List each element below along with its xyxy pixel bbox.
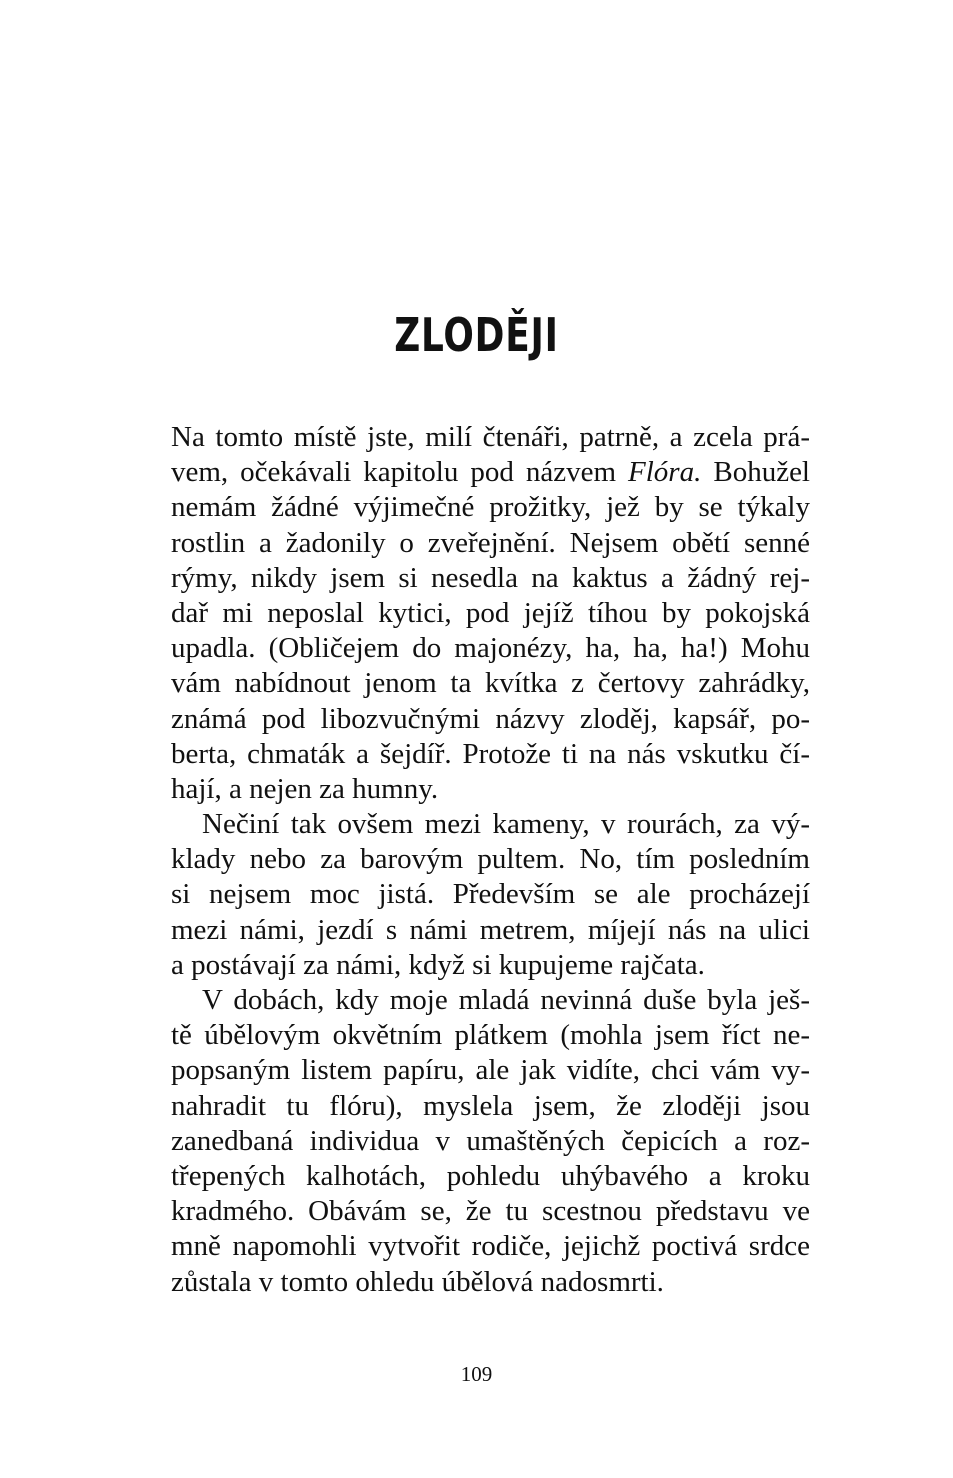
text-line: tě úbělovým okvětním plátkem (mohla jsem říct ne- — [171, 1019, 810, 1052]
text-line: vem, očekávali kapitolu pod názvem Flóra. Bohužel — [171, 456, 810, 489]
text-line: popsaným listem papíru, ale jak vidíte, chci vám vy- — [171, 1054, 810, 1087]
text-line: vám nabídnout jenom ta kvítka z čertovy zahrádky, — [171, 667, 810, 700]
book-title-emphasis: Flóra. — [628, 456, 702, 489]
text-line: nahradit tu flóru), myslela jsem, že zloději jsou — [171, 1089, 810, 1122]
text-line: mně napomohli vytvořit rodiče, jejichž poctivá srdce — [171, 1230, 810, 1263]
text-line: berta, chmaták a šejdíř. Protože ti na nás vskutku čí- — [171, 737, 810, 770]
text-line: dař mi neposlal kytici, pod jejíž tíhou by pokojská — [171, 596, 810, 629]
page-number: 109 — [460, 1362, 493, 1386]
text-line: si nejsem moc jistá. Především se ale procházejí — [171, 878, 810, 911]
text-line: hají, a nejen za humny. — [171, 772, 439, 805]
text-line: zanedbaná individua v umaštěných čepicích a roz- — [171, 1124, 810, 1157]
text-line: mezi námi, jezdí s námi metrem, míjejí nás na ulici — [171, 913, 810, 946]
paragraph-2 — [171, 807, 810, 983]
text-line: rýmy, nikdy jsem si nesedla na kaktus a žádný rej- — [171, 561, 810, 594]
text-line: Na tomto místě jste, milí čtenáři, patrně, a zcela prá- — [171, 421, 810, 453]
chapter-title: ZLODĚJI — [394, 308, 559, 362]
text-line: upadla. (Obličejem do majonézy, ha, ha, ha!) Mohu — [171, 632, 810, 665]
text-line: klady nebo za barovým pultem. No, tím posledním — [171, 843, 810, 876]
text-line: známá pod libozvučnými názvy zloděj, kapsář, po- — [171, 702, 810, 735]
paragraph-1 — [171, 420, 810, 807]
paragraph-3 — [171, 983, 810, 1300]
text-line: kradmého. Obávám se, že tu scestnou představu ve — [171, 1195, 810, 1228]
body-text — [171, 420, 810, 1300]
text-line: zůstala v tomto ohledu úbělová nadosmrti. — [171, 1265, 664, 1298]
text-line: a postávají za námi, když si kupujeme rajčata. — [171, 948, 705, 981]
text-line: Nečiní tak ovšem mezi kameny, v rourách, za vý- — [202, 808, 810, 841]
text-line: rostlin a žadonily o zveřejnění. Nejsem obětí senné — [171, 526, 810, 559]
text-line: nemám žádné výjimečné prožitky, jež by se týkaly — [171, 491, 810, 524]
text-line: V dobách, kdy moje mladá nevinná duše byla ješ- — [202, 984, 810, 1016]
text-line: třepených kalhotách, pohledu uhýbavého a kroku — [171, 1159, 810, 1192]
